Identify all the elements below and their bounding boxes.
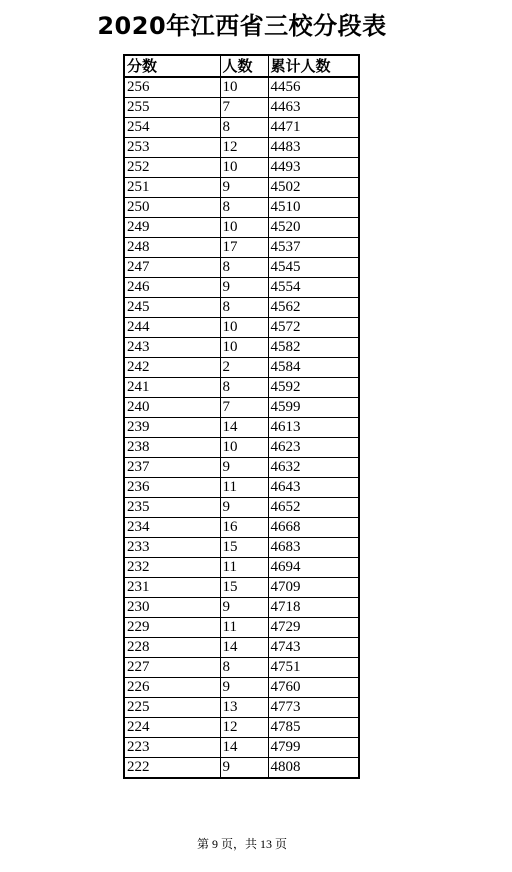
cell-count: 9 [220, 458, 268, 478]
table-row [124, 358, 359, 378]
cell-cumulative: 4718 [268, 598, 359, 618]
column-header-cumulative: 累计人数 [268, 55, 359, 77]
cell-count: 10 [220, 77, 268, 98]
cell-count: 14 [220, 638, 268, 658]
table-header-row [124, 55, 359, 77]
cell-score: 245 [124, 298, 220, 318]
cell-count: 8 [220, 658, 268, 678]
cell-cumulative: 4510 [268, 198, 359, 218]
cell-cumulative: 4592 [268, 378, 359, 398]
cell-cumulative: 4785 [268, 718, 359, 738]
column-header-score: 分数 [124, 55, 220, 77]
cell-cumulative: 4668 [268, 518, 359, 538]
cell-score: 232 [124, 558, 220, 578]
cell-score: 231 [124, 578, 220, 598]
cell-cumulative: 4599 [268, 398, 359, 418]
cell-cumulative: 4683 [268, 538, 359, 558]
cell-count: 2 [220, 358, 268, 378]
cell-score: 238 [124, 438, 220, 458]
cell-score: 225 [124, 698, 220, 718]
table-row [124, 518, 359, 538]
cell-cumulative: 4471 [268, 118, 359, 138]
cell-count: 8 [220, 118, 268, 138]
cell-score: 222 [124, 758, 220, 779]
cell-count: 13 [220, 698, 268, 718]
cell-cumulative: 4652 [268, 498, 359, 518]
table-row [124, 418, 359, 438]
table-row [124, 258, 359, 278]
table-row [124, 758, 359, 779]
table-row [124, 698, 359, 718]
cell-cumulative: 4799 [268, 738, 359, 758]
cell-count: 9 [220, 178, 268, 198]
cell-cumulative: 4456 [268, 77, 359, 98]
column-header-count: 人数 [220, 55, 268, 77]
table-body [124, 77, 359, 778]
page-title: 2020年江西省三校分段表 [97, 12, 387, 40]
cell-score: 226 [124, 678, 220, 698]
cell-score: 241 [124, 378, 220, 398]
cell-cumulative: 4643 [268, 478, 359, 498]
cell-count: 16 [220, 518, 268, 538]
cell-score: 239 [124, 418, 220, 438]
cell-count: 14 [220, 738, 268, 758]
cell-score: 253 [124, 138, 220, 158]
table-row [124, 98, 359, 118]
cell-cumulative: 4709 [268, 578, 359, 598]
cell-score: 236 [124, 478, 220, 498]
table-row [124, 538, 359, 558]
table-row [124, 738, 359, 758]
cell-cumulative: 4751 [268, 658, 359, 678]
table-row [124, 718, 359, 738]
cell-count: 8 [220, 298, 268, 318]
table-row [124, 478, 359, 498]
cell-cumulative: 4743 [268, 638, 359, 658]
table-row [124, 558, 359, 578]
cell-cumulative: 4572 [268, 318, 359, 338]
cell-count: 9 [220, 758, 268, 779]
cell-cumulative: 4493 [268, 158, 359, 178]
table-row [124, 638, 359, 658]
cell-score: 240 [124, 398, 220, 418]
table-row [124, 318, 359, 338]
cell-cumulative: 4694 [268, 558, 359, 578]
cell-score: 251 [124, 178, 220, 198]
cell-count: 12 [220, 718, 268, 738]
cell-score: 234 [124, 518, 220, 538]
cell-score: 229 [124, 618, 220, 638]
cell-cumulative: 4808 [268, 758, 359, 779]
cell-count: 11 [220, 478, 268, 498]
cell-cumulative: 4623 [268, 438, 359, 458]
table-row [124, 618, 359, 638]
cell-count: 9 [220, 498, 268, 518]
cell-score: 228 [124, 638, 220, 658]
table-row [124, 338, 359, 358]
cell-score: 224 [124, 718, 220, 738]
cell-cumulative: 4545 [268, 258, 359, 278]
cell-score: 242 [124, 358, 220, 378]
cell-score: 246 [124, 278, 220, 298]
cell-count: 8 [220, 198, 268, 218]
cell-score: 256 [124, 77, 220, 98]
cell-score: 252 [124, 158, 220, 178]
cell-cumulative: 4760 [268, 678, 359, 698]
cell-score: 223 [124, 738, 220, 758]
cell-count: 10 [220, 158, 268, 178]
cell-cumulative: 4582 [268, 338, 359, 358]
table-row [124, 598, 359, 618]
cell-count: 14 [220, 418, 268, 438]
cell-cumulative: 4502 [268, 178, 359, 198]
cell-count: 12 [220, 138, 268, 158]
cell-count: 17 [220, 238, 268, 258]
cell-cumulative: 4520 [268, 218, 359, 238]
cell-count: 10 [220, 438, 268, 458]
cell-score: 244 [124, 318, 220, 338]
cell-count: 9 [220, 678, 268, 698]
cell-cumulative: 4613 [268, 418, 359, 438]
cell-count: 10 [220, 318, 268, 338]
table-row [124, 158, 359, 178]
cell-cumulative: 4632 [268, 458, 359, 478]
cell-count: 15 [220, 578, 268, 598]
cell-count: 8 [220, 378, 268, 398]
cell-score: 235 [124, 498, 220, 518]
table-row [124, 238, 359, 258]
table-row [124, 77, 359, 98]
cell-score: 248 [124, 238, 220, 258]
table-row [124, 198, 359, 218]
cell-count: 9 [220, 598, 268, 618]
cell-count: 10 [220, 338, 268, 358]
cell-count: 9 [220, 278, 268, 298]
cell-score: 243 [124, 338, 220, 358]
table-row [124, 298, 359, 318]
score-table [123, 54, 360, 779]
table-row [124, 378, 359, 398]
cell-count: 11 [220, 558, 268, 578]
table-row [124, 138, 359, 158]
table-row [124, 458, 359, 478]
cell-score: 255 [124, 98, 220, 118]
table-row [124, 498, 359, 518]
cell-cumulative: 4584 [268, 358, 359, 378]
cell-score: 227 [124, 658, 220, 678]
cell-score: 247 [124, 258, 220, 278]
table-row [124, 658, 359, 678]
cell-score: 233 [124, 538, 220, 558]
cell-cumulative: 4463 [268, 98, 359, 118]
cell-cumulative: 4537 [268, 238, 359, 258]
cell-count: 10 [220, 218, 268, 238]
table-row [124, 278, 359, 298]
cell-score: 249 [124, 218, 220, 238]
cell-score: 237 [124, 458, 220, 478]
cell-score: 250 [124, 198, 220, 218]
cell-count: 11 [220, 618, 268, 638]
table-row [124, 678, 359, 698]
cell-cumulative: 4562 [268, 298, 359, 318]
page-footer: 第 9 页，共 13 页 [196, 837, 287, 851]
cell-score: 230 [124, 598, 220, 618]
cell-count: 7 [220, 398, 268, 418]
cell-cumulative: 4729 [268, 618, 359, 638]
table-row [124, 578, 359, 598]
cell-count: 15 [220, 538, 268, 558]
cell-count: 7 [220, 98, 268, 118]
cell-score: 254 [124, 118, 220, 138]
table-row [124, 438, 359, 458]
cell-cumulative: 4483 [268, 138, 359, 158]
cell-count: 8 [220, 258, 268, 278]
table-row [124, 118, 359, 138]
cell-cumulative: 4554 [268, 278, 359, 298]
table-row [124, 178, 359, 198]
table-row [124, 218, 359, 238]
cell-cumulative: 4773 [268, 698, 359, 718]
table-row [124, 398, 359, 418]
